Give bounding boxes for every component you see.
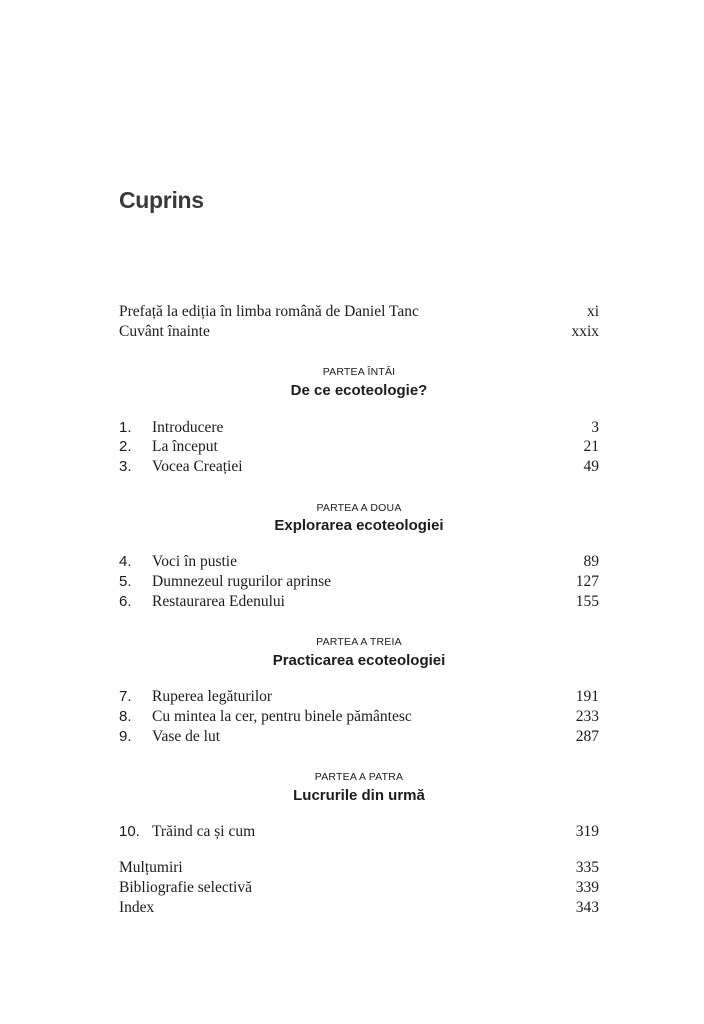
chapter-number: 9. xyxy=(119,728,132,745)
part-4-label: PARTEA A PATRA xyxy=(314,771,404,783)
chapter-number: 1. xyxy=(119,419,132,436)
entry-label: Index xyxy=(119,899,155,916)
chapter-title: Restaurarea Edenului xyxy=(152,593,285,610)
chapter-title: Vase de lut xyxy=(152,728,221,745)
entry-page: 343 xyxy=(575,899,599,916)
part-4-title: Lucrurile din urmă xyxy=(293,787,425,804)
toc-entry-preface[interactable] xyxy=(119,303,599,323)
chapter-page: 233 xyxy=(575,708,599,725)
chapter-number: 2. xyxy=(119,438,132,455)
chapter-page: 287 xyxy=(575,728,599,745)
toc-entry-bibliography[interactable] xyxy=(119,879,599,899)
chapter-title: Trăind ca și cum xyxy=(152,823,256,840)
chapter-page: 319 xyxy=(575,823,599,840)
entry-label: Bibliografie selectivă xyxy=(119,879,252,896)
entry-page: xxix xyxy=(571,323,599,340)
toc-chapter-2[interactable] xyxy=(119,438,599,458)
chapter-page: 3 xyxy=(591,419,599,436)
part-2-label: PARTEA A DOUA xyxy=(316,502,402,514)
toc-chapter-10[interactable] xyxy=(119,823,599,843)
entry-page: xi xyxy=(586,303,599,320)
toc-chapter-3[interactable] xyxy=(119,458,599,478)
chapter-title: La început xyxy=(152,438,218,455)
chapter-title: Dumnezeul rugurilor aprinse xyxy=(152,573,332,590)
chapter-title: Vocea Creației xyxy=(152,458,243,475)
entry-page: 335 xyxy=(575,859,599,876)
page-title: Cuprins xyxy=(119,187,204,213)
toc-chapter-6[interactable] xyxy=(119,593,599,613)
chapter-page: 191 xyxy=(575,688,599,705)
chapter-page: 155 xyxy=(575,593,599,610)
chapter-title: Ruperea legăturilor xyxy=(152,688,273,705)
toc-chapter-1[interactable] xyxy=(119,419,599,439)
chapter-title: Introducere xyxy=(152,419,224,436)
chapter-number: 4. xyxy=(119,553,132,570)
toc-entry-index[interactable] xyxy=(119,899,599,919)
part-1-title: De ce ecoteologie? xyxy=(290,382,428,399)
chapter-title: Voci în pustie xyxy=(152,553,237,570)
chapter-page: 127 xyxy=(575,573,599,590)
toc-chapter-5[interactable] xyxy=(119,573,599,593)
part-1-label: PARTEA ÎNTÂI xyxy=(322,366,396,378)
toc-chapter-9[interactable] xyxy=(119,728,599,748)
chapter-page: 49 xyxy=(583,458,599,475)
chapter-number: 6. xyxy=(119,593,132,610)
part-3-label: PARTEA A TREIA xyxy=(316,636,402,648)
part-2-title: Explorarea ecoteologiei xyxy=(274,517,444,534)
toc-chapter-8[interactable] xyxy=(119,708,599,728)
chapter-page: 89 xyxy=(583,553,599,570)
toc-entry-acknowledgements[interactable] xyxy=(119,859,599,879)
chapter-number: 7. xyxy=(119,688,132,705)
entry-page: 339 xyxy=(575,879,599,896)
entry-label: Prefață la ediția în limba română de Daniel Tanc xyxy=(119,303,419,320)
entry-label: Mulțumiri xyxy=(119,859,183,876)
chapter-number: 10. xyxy=(119,823,140,840)
toc-entry-foreword[interactable] xyxy=(119,323,599,343)
chapter-number: 8. xyxy=(119,708,132,725)
chapter-page: 21 xyxy=(583,438,599,455)
chapter-number: 3. xyxy=(119,458,132,475)
chapter-number: 5. xyxy=(119,573,132,590)
entry-label: Cuvânt înainte xyxy=(119,323,210,340)
part-3-title: Practicarea ecoteologiei xyxy=(272,652,446,669)
toc-chapter-7[interactable] xyxy=(119,688,599,708)
chapter-title: Cu mintea la cer, pentru binele pământesc xyxy=(152,708,412,725)
toc-chapter-4[interactable] xyxy=(119,553,599,573)
